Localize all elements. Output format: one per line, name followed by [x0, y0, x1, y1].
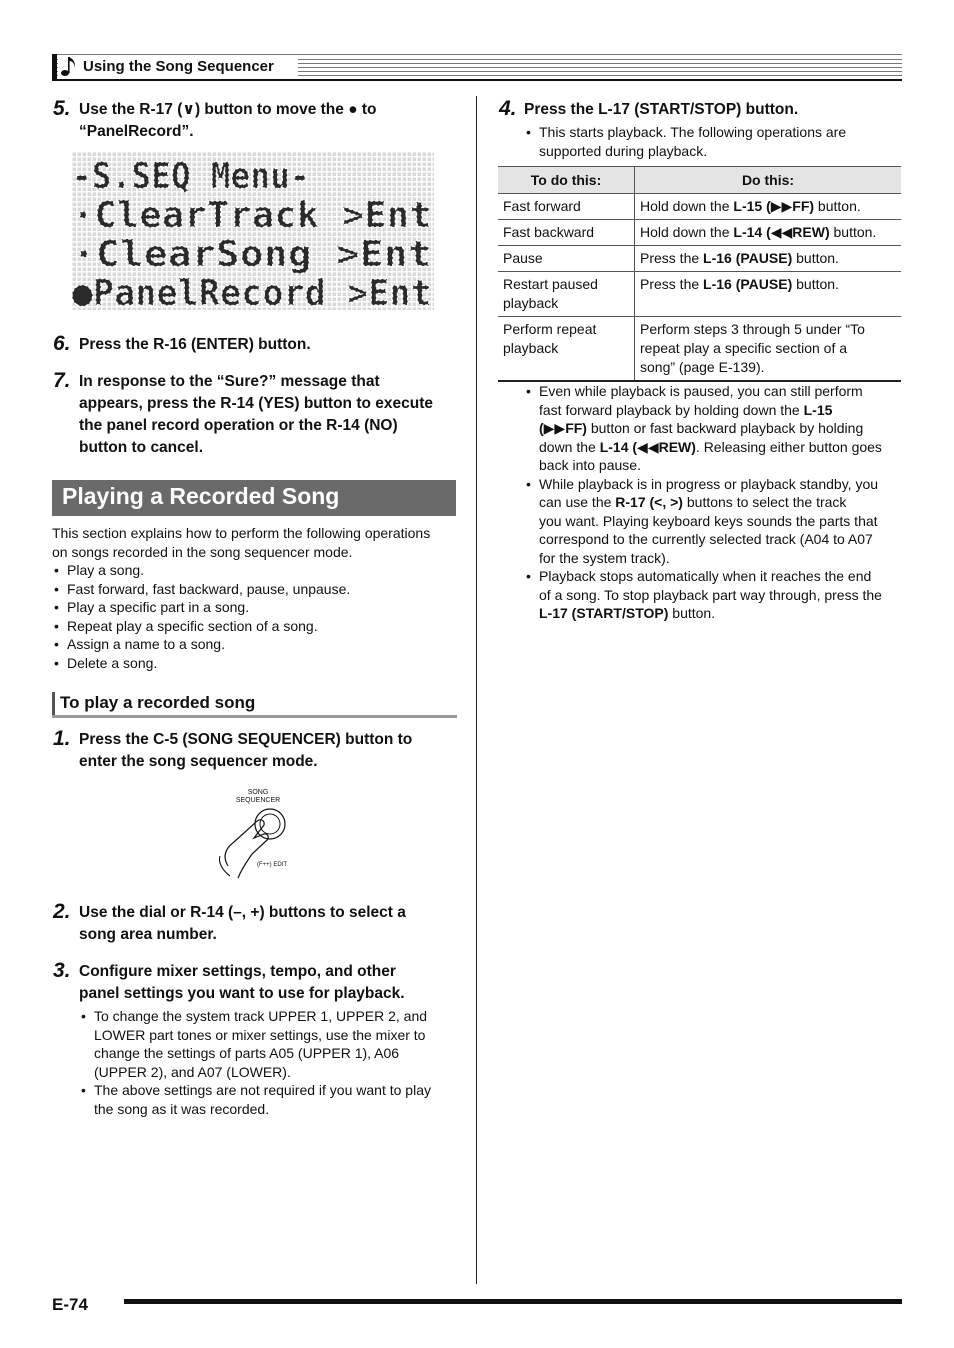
lcd-line-2: ·ClearTrack >Ent — [72, 195, 432, 236]
table-cell: Perform repeat playback — [498, 317, 635, 382]
step-2-text: Use the dial or R-14 (–, +) buttons to select a song area number. — [79, 904, 406, 943]
subheading: To play a recorded song — [60, 693, 256, 712]
step-4-number: 4. — [499, 97, 517, 120]
table-cell: Fast forward — [498, 194, 635, 220]
table-cell: Perform steps 3 through 5 under “To repeat play a specific section of a song” (page E-139). — [635, 317, 902, 382]
step-5-number: 5. — [53, 97, 71, 120]
intro-bullet-list — [52, 561, 350, 672]
step-7-text: In response to the “Sure?” message that appears, press the R-14 (YES) button to execute the panel record operation or the R-14 (NO) button to cancel. — [79, 373, 434, 456]
list-item: • Playback stops automatically when it reaches the end of a song. To stop playback part way through, press the L-17 (START/STOP) button. — [524, 567, 904, 623]
playback-notes-list — [524, 382, 904, 623]
list-item: • The above settings are not required if you want to play the song as it was recorded. — [79, 1081, 459, 1118]
table-cell: Press the L-16 (PAUSE) button. — [635, 272, 902, 317]
page-number: E-74 — [52, 1295, 88, 1314]
list-item: • To change the system track UPPER 1, UPPER 2, and LOWER part tones or mixer settings, use the mixer to change the settings of parts A05 (UPPER 1), A06 (UPPER 2), and A07 (LOWER). — [79, 1007, 459, 1081]
step-6-text: Press the R-16 (ENTER) button. — [79, 336, 311, 353]
table-cell: Hold down the L-15 (▶▶FF) button. — [635, 194, 902, 220]
section-title: Playing a Recorded Song — [62, 483, 340, 509]
lcd-display — [72, 152, 434, 310]
subheading-marker — [52, 692, 55, 716]
list-item: • Repeat play a specific section of a song. — [52, 617, 350, 636]
playback-operations-table — [498, 166, 901, 382]
song-button-label-2: SEQUENCER — [235, 797, 281, 804]
table-cell: Pause — [498, 246, 635, 272]
song-sequencer-button-illustration — [212, 786, 302, 882]
step-3-number: 3. — [53, 959, 71, 982]
list-item: • Play a specific part in a song. — [52, 598, 350, 617]
intro-paragraph: This section explains how to perform the following operations on songs recorded in the song sequencer mode. — [52, 525, 431, 560]
step-6-number: 6. — [53, 332, 71, 355]
step-1-number: 1. — [53, 727, 71, 750]
table-row — [498, 220, 901, 246]
song-button-edit-label: (F++) EDIT — [256, 862, 288, 868]
footer-rule — [124, 1299, 902, 1304]
column-divider — [476, 96, 477, 1284]
table-cell: Press the L-16 (PAUSE) button. — [635, 246, 902, 272]
table-cell: Restart paused playback — [498, 272, 635, 317]
list-item: • Delete a song. — [52, 654, 350, 673]
table-row — [498, 246, 901, 272]
header-title: Using the Song Sequencer — [83, 58, 274, 75]
step-3-text: Configure mixer settings, tempo, and other panel settings you want to use for playback. — [79, 963, 405, 1002]
step-4-text: Press the L-17 (START/STOP) button. — [524, 101, 799, 118]
list-item: • Play a song. — [52, 561, 350, 580]
subheading-underline — [52, 715, 457, 718]
music-note-icon — [60, 53, 78, 79]
song-button-label-1: SONG — [247, 789, 269, 796]
list-item: • Even while playback is paused, you can still perform fast forward playback by holding down the L-15 (▶▶FF) button or fast backward playback by holding down the L-14 (◀◀REW). Releasing either button goes back into pause. — [524, 382, 904, 475]
lcd-line-1: -S.SEQ Menu- — [72, 156, 310, 197]
table-header-cell: Do this: — [635, 167, 902, 194]
step-7-number: 7. — [53, 369, 71, 392]
table-row — [498, 272, 901, 317]
step-2-number: 2. — [53, 900, 71, 923]
list-item: • Fast forward, fast backward, pause, unpause. — [52, 580, 350, 599]
step-1-text: Press the C-5 (SONG SEQUENCER) button to enter the song sequencer mode. — [79, 731, 413, 770]
table-cell: Fast backward — [498, 220, 635, 246]
list-item: • While playback is in progress or playback standby, you can use the R-17 (<, >) buttons to select the track you want. Playing keyboard keys sounds the parts that correspond to the currently selected track (A04 to A07 for the system track). — [524, 475, 904, 568]
table-row — [498, 317, 901, 382]
step-5-text: Use the R-17 (∨) button to move the ● to “PanelRecord”. — [79, 101, 377, 140]
table-header-row — [498, 167, 901, 194]
table-cell: Hold down the L-14 (◀◀REW) button. — [635, 220, 902, 246]
list-item: • Assign a name to a song. — [52, 635, 350, 654]
lcd-line-3: ·ClearSong >Ent — [72, 234, 432, 275]
lcd-line-4: ●PanelRecord >Ent — [72, 273, 432, 310]
step-4-bullet — [524, 123, 904, 160]
step-3-bullet-list — [79, 1007, 459, 1118]
table-row — [498, 194, 901, 220]
table-header-cell: To do this: — [498, 167, 635, 194]
header-marker — [52, 54, 57, 80]
list-item: • This starts playback. The following operations are supported during playback. — [524, 123, 904, 160]
